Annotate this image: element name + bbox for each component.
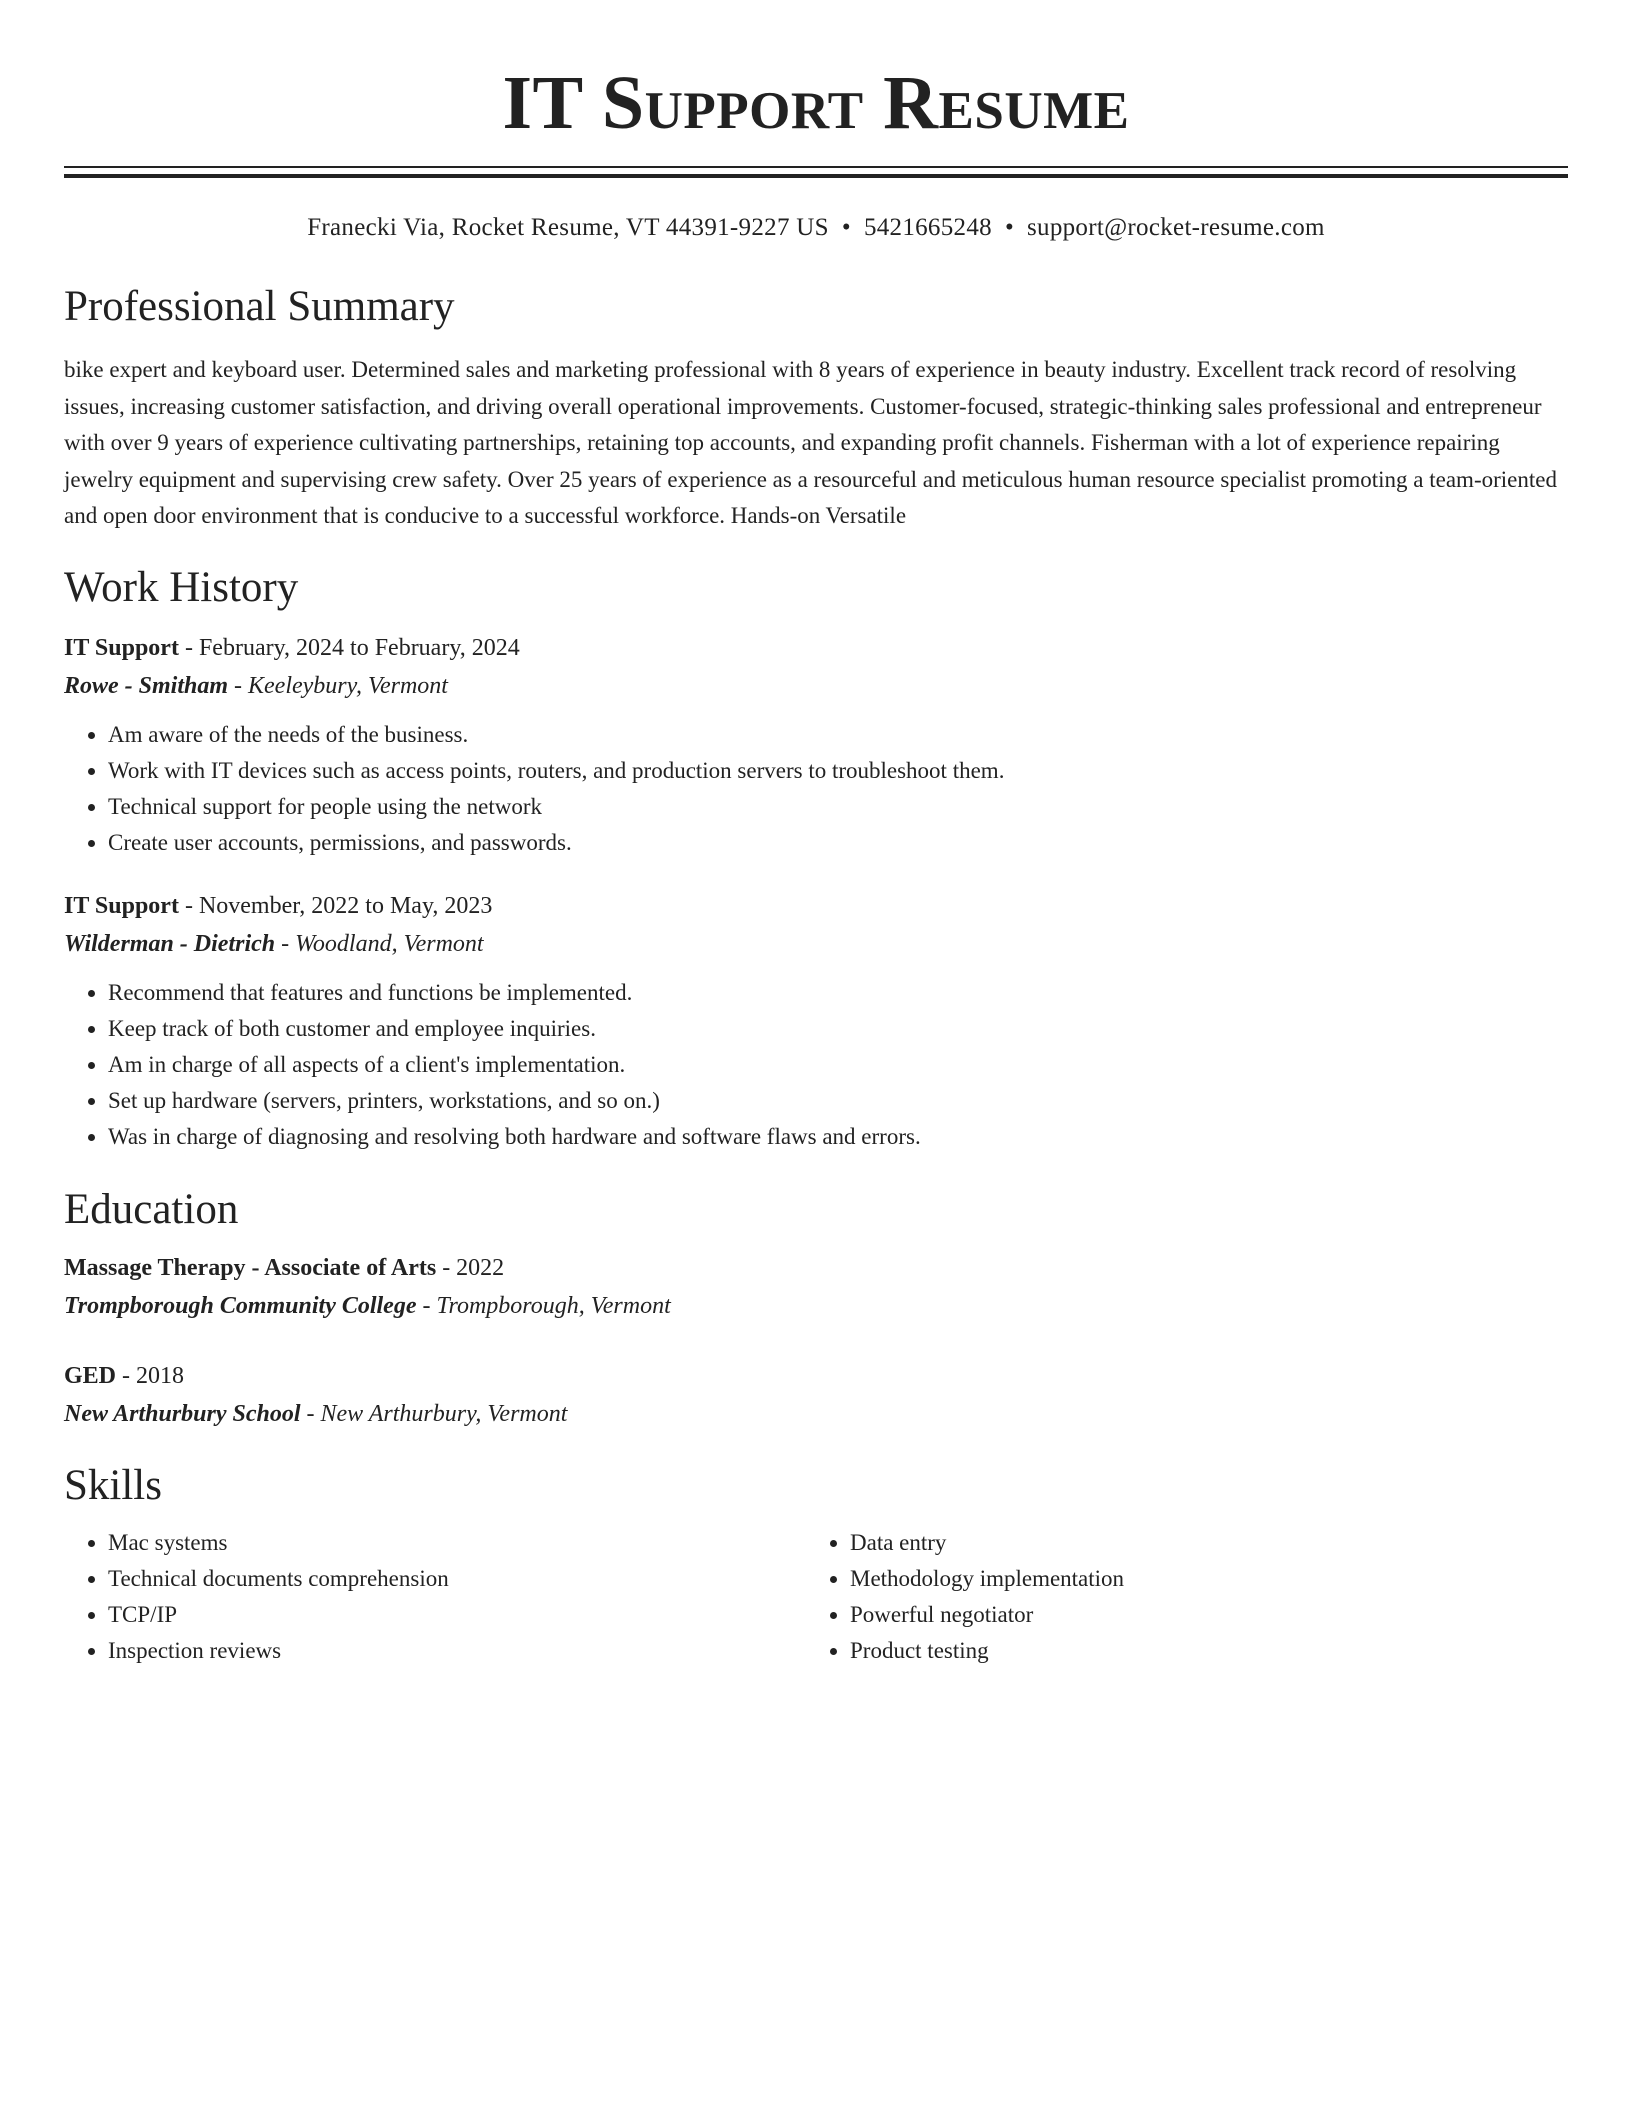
- education-heading: Education: [64, 1185, 239, 1233]
- job-duty: • Technical support for people using the network: [108, 789, 1568, 825]
- job-dates: - November, 2022 to May, 2023: [178, 892, 493, 919]
- job-duty: • Create user accounts, permissions, and passwords.: [108, 825, 1568, 861]
- job-location: - Keeleybury, Vermont: [228, 672, 448, 699]
- job-role: IT Support: [64, 892, 179, 919]
- education-school: New Arthurbury School: [64, 1400, 301, 1427]
- work-history-heading: Work History: [64, 563, 299, 611]
- skill-item: • TCP/IP: [108, 1597, 806, 1633]
- job-duty: • Set up hardware (servers, printers, workstations, and so on.): [108, 1083, 1568, 1119]
- job-location: - Woodland, Vermont: [275, 930, 484, 957]
- education-entry: [64, 1357, 1568, 1433]
- skills-heading: Skills: [64, 1461, 162, 1509]
- contact-address: Franecki Via, Rocket Resume, VT 44391-9227 US: [307, 214, 829, 241]
- job-duty: • Keep track of both customer and employee inquiries.: [108, 1011, 1568, 1047]
- skills-column-left: [64, 1525, 806, 1669]
- job-header: [64, 629, 1568, 667]
- skill-item: • Methodology implementation: [850, 1561, 1548, 1597]
- skill-item: • Product testing: [850, 1633, 1548, 1669]
- skill-item: • Mac systems: [108, 1525, 806, 1561]
- education-school: Trompborough Community College: [64, 1292, 417, 1319]
- summary-text: bike expert and keyboard user. Determined sales and marketing professional with 8 years of experience in beauty industry. Excellent track record of resolving issues, increasing customer satisfaction, and driving overall operational improvements. Customer-focused, strategic-thinking sales professional and entrepreneur with over 9 years of experience cultivating partnerships, retaining top accounts, and expanding profit channels. Fisherman with a lot of experience repairing jewelry equipment and supervising crew safety. Over 25 years of experience as a resourceful and meticulous human resource specialist promoting a team-oriented and open door environment that is conducive to a successful workforce. Hands-on Versatile: [64, 357, 1557, 528]
- education-degree: GED: [64, 1362, 117, 1389]
- education-location: - Trompborough, Vermont: [416, 1292, 671, 1319]
- resume-title: IT Support Resume: [502, 61, 1130, 145]
- contact-phone: 5421665248: [863, 214, 992, 241]
- job-employer: [64, 925, 1568, 963]
- title-divider: [64, 166, 1568, 178]
- contact-line: [64, 212, 1568, 244]
- title-divider-thick: [64, 174, 1568, 178]
- summary-heading: Professional Summary: [64, 283, 455, 330]
- education-header: [64, 1249, 1568, 1287]
- job-duty: • Was in charge of diagnosing and resolving both hardware and software flaws and errors.: [108, 1119, 1568, 1155]
- job-employer: [64, 667, 1568, 705]
- education-degree: Massage Therapy - Associate of Arts: [64, 1254, 437, 1281]
- skill-item: • Powerful negotiator: [850, 1597, 1548, 1633]
- job-duties-list: [64, 975, 1568, 1155]
- job-company: Rowe - Smitham: [64, 672, 229, 699]
- education-entry: [64, 1249, 1568, 1325]
- job-role: IT Support: [64, 634, 179, 661]
- job-duty: • Am in charge of all aspects of a client's implementation.: [108, 1047, 1568, 1083]
- education-school-line: [64, 1287, 1568, 1325]
- education-year: - 2018: [116, 1362, 185, 1389]
- education-school-line: [64, 1395, 1568, 1433]
- job-entry: [64, 887, 1568, 1155]
- job-duty: • Recommend that features and functions be implemented.: [108, 975, 1568, 1011]
- job-company: Wilderman - Dietrich: [64, 930, 276, 957]
- skills-grid: [64, 1525, 1568, 1669]
- job-duty: • Am aware of the needs of the business.: [108, 717, 1568, 753]
- contact-separator: •: [1004, 214, 1014, 241]
- skills-column-right: [806, 1525, 1548, 1669]
- contact-separator: •: [841, 214, 851, 241]
- job-entry: [64, 629, 1568, 861]
- skill-item: • Data entry: [850, 1525, 1548, 1561]
- contact-email: support@rocket-resume.com: [1027, 214, 1325, 241]
- skills-list: [64, 1525, 806, 1669]
- job-dates: - February, 2024 to February, 2024: [178, 634, 520, 661]
- education-year: - 2022: [436, 1254, 505, 1281]
- skills-list: [806, 1525, 1548, 1669]
- job-duty: • Work with IT devices such as access points, routers, and production servers to troubleshoot them.: [108, 753, 1568, 789]
- skill-item: • Inspection reviews: [108, 1633, 806, 1669]
- title-divider-thin: [64, 166, 1568, 168]
- job-header: [64, 887, 1568, 925]
- skill-item: • Technical documents comprehension: [108, 1561, 806, 1597]
- job-duties-list: [64, 717, 1568, 861]
- education-location: - New Arthurbury, Vermont: [300, 1400, 568, 1427]
- education-header: [64, 1357, 1568, 1395]
